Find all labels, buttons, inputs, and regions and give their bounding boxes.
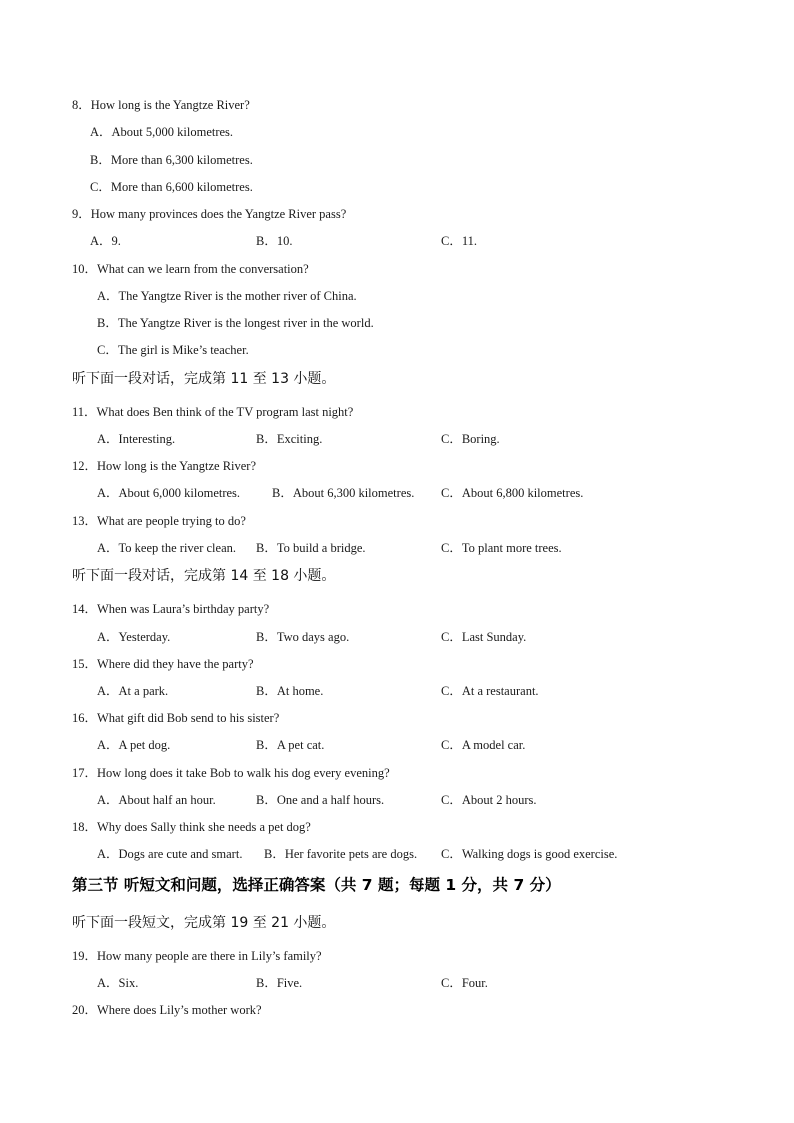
q13-option-b: B．To build a bridge. [256,541,366,555]
question-18: 18．Why does Sally think she needs a pet dog? [72,820,311,834]
instruction-14-18: 听下面一段对话，完成第 14 至 18 小题。 [72,568,336,584]
q11-option-a: A．Interesting. [97,432,176,446]
q17-option-b: B．One and a half hours. [256,793,385,807]
q10-option-c: C．The girl is Mike’s teacher. [97,343,249,357]
q16-option-c: C．A model car. [441,738,526,752]
q10-option-b: B．The Yangtze River is the longest river in the world. [97,316,374,330]
q18-option-c: C．Walking dogs is good exercise. [441,847,618,861]
q17-option-a: A．About half an hour. [97,793,216,807]
q17-option-c: C．About 2 hours. [441,793,537,807]
q13-option-a: A．To keep the river clean. [97,541,236,555]
q14-option-b: B．Two days ago. [256,630,350,644]
q12-option-b: B．About 6,300 kilometres. [272,486,415,500]
question-20: 20．Where does Lily’s mother work? [72,1003,262,1017]
q11-option-c: C．Boring. [441,432,500,446]
question-11: 11．What does Ben think of the TV program last night? [72,405,354,419]
q19-option-c: C．Four. [441,976,488,990]
q15-option-c: C．At a restaurant. [441,684,539,698]
section-3-heading: 第三节 听短文和问题，选择正确答案（共 7 题；每题 1 分，共 7 分） [72,876,561,894]
q9-option-a: A．9. [90,234,121,248]
question-14: 14．When was Laura’s birthday party? [72,602,270,616]
q8-option-b: B．More than 6,300 kilometres. [90,153,253,167]
question-19: 19．How many people are there in Lily’s family? [72,949,322,963]
q9-option-b: B．10. [256,234,293,248]
q9-option-c: C．11. [441,234,477,248]
q12-option-a: A．About 6,000 kilometres. [97,486,241,500]
question-8: 8．How long is the Yangtze River? [72,98,250,112]
q19-option-b: B．Five. [256,976,303,990]
question-10: 10．What can we learn from the conversation? [72,262,309,276]
q16-option-b: B．A pet cat. [256,738,325,752]
question-16: 16．What gift did Bob send to his sister? [72,711,280,725]
q14-option-c: C．Last Sunday. [441,630,527,644]
q8-option-c: C．More than 6,600 kilometres. [90,180,253,194]
question-13: 13．What are people trying to do? [72,514,246,528]
q13-option-c: C．To plant more trees. [441,541,562,555]
q15-option-a: A．At a park. [97,684,169,698]
q10-option-a: A．The Yangtze River is the mother river of China. [97,289,357,303]
q11-option-b: B．Exciting. [256,432,323,446]
q8-option-a: A．About 5,000 kilometres. [90,125,234,139]
q12-option-c: C．About 6,800 kilometres. [441,486,584,500]
instruction-19-21: 听下面一段短文，完成第 19 至 21 小题。 [72,915,336,931]
question-9: 9．How many provinces does the Yangtze River pass? [72,207,347,221]
q16-option-a: A．A pet dog. [97,738,171,752]
question-17: 17．How long does it take Bob to walk his dog every evening? [72,766,390,780]
question-12: 12．How long is the Yangtze River? [72,459,257,473]
instruction-11-13: 听下面一段对话，完成第 11 至 13 小题。 [72,371,336,387]
q14-option-a: A．Yesterday. [97,630,171,644]
question-15: 15．Where did they have the party? [72,657,254,671]
q18-option-a: A．Dogs are cute and smart. [97,847,243,861]
q15-option-b: B．At home. [256,684,324,698]
q18-option-b: B．Her favorite pets are dogs. [264,847,418,861]
q19-option-a: A．Six. [97,976,139,990]
